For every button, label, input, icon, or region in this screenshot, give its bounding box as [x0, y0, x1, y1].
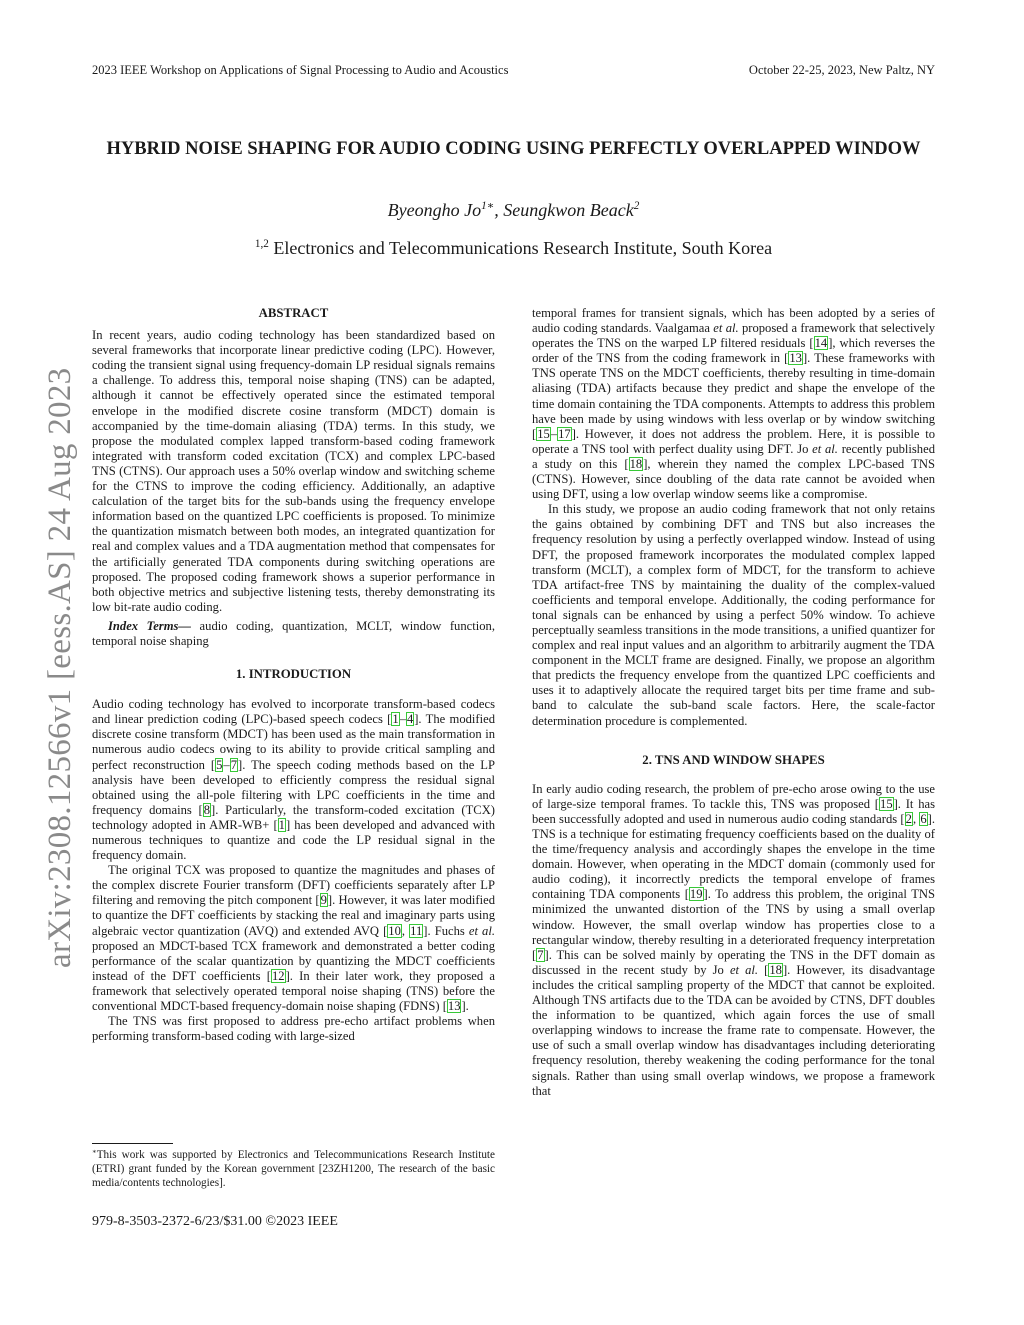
right-paragraph-1 [532, 306, 935, 502]
body-text: ], wherein they named the complex LPC-based TNS (CTNS). However, since doubling of the data rate cannot be avoided when using DFT, using a low overlap window seems like a compromise. [532, 456, 935, 502]
body-text: ]. The speech coding methods based on the LP analysis have been developed to efficiently compress the residual signal obtained using the all-pole filtering with LPC coefficients in the time and frequency domains [ [92, 757, 496, 817]
citation-link[interactable]: 10 [388, 923, 401, 938]
citation-link[interactable]: 15 [880, 796, 893, 811]
section-heading-introduction: 1. INTRODUCTION [235, 667, 352, 682]
body-text: ]. However, it was later modified to quantize the DFT coefficients by stacking the real and imaginary parts using algebraic vector quantization (AVQ) and extended AVQ [ [92, 893, 495, 938]
copyright-line: 979-8-3503-2372-6/23/$31.00 ©2023 IEEE [92, 1214, 338, 1229]
section-heading-tns: 2. TNS AND WINDOW SHAPES [642, 752, 825, 767]
body-text: – [399, 712, 406, 727]
citation-link[interactable]: 12 [272, 968, 285, 983]
author-sep: , [494, 200, 504, 220]
tns-paragraph-1 [532, 782, 935, 1099]
author-1: Byeongho Jo [387, 200, 482, 220]
citation-link[interactable]: 8 [203, 802, 210, 817]
body-text: , [401, 923, 410, 938]
right-paragraph-2: In this study, we propose an audio coding framework that not only retains the gains obtained by combining DFT and TNS but also increases the frequency resolution by using a perfectly overlapped window. Instead of using DFT, the proposed framework incorporates the modulated complex lapped transform (MCLT), a complex form of MDCT, for the transform to achieve TDA artifact-free TNS by maintaining the duality of the complex-valued coefficients and temporal envelope. Additionally, the coding performance for tonal signals can be enhanced by using a perfect 50% window. To achieve perceptually seamless transitions in the mode transitions, a unified quantizer for complex and real input values and an algorithm to arbitrarily augment the TDA component in the MCLT frame are designed. Finally, we propose an algorithm that predicts the frequency envelope from the quantized LPC coefficients and uses it to adaptively allocate the required target bits per time frame and sub-band to calculate the sub-band scale factors. Here, the scale-factor determination procedure is complemented. [532, 502, 935, 728]
citation-link[interactable]: 13 [789, 351, 802, 366]
intro-paragraph-3: The TNS was first proposed to address pre-echo artifact problems when performing transform-based coding with large-sized [92, 1014, 495, 1044]
affiliation-sup: 1,2 [254, 238, 269, 250]
footnote-rule [92, 1143, 173, 1144]
index-terms-label: Index Terms— [108, 618, 191, 633]
author-2-sup: 2 [633, 200, 640, 212]
author-list [92, 200, 935, 221]
body-text: The original TCX was proposed to quantize the magnitudes and phases of the complex discrete Fourier transform (DFT) coefficients separately after LP filtering and removing the pitch component [ [92, 863, 495, 908]
body-text: temporal frames for transient signals, which has been adopted by a series of audio coding standards. Vaalgamaa [532, 306, 935, 336]
et-al-text: et al. [729, 962, 759, 977]
body-text: [ [758, 962, 769, 977]
body-text: ]. It has been successfully adopted and used in numerous audio coding standards [ [532, 796, 935, 826]
citation-link[interactable]: 14 [814, 336, 828, 351]
affiliation [92, 238, 935, 259]
citation-link[interactable]: 9 [320, 893, 327, 908]
body-text: ]. [461, 999, 469, 1014]
citation-link[interactable]: 19 [689, 887, 703, 902]
abstract-text: In recent years, audio coding technology has been standardized based on several frameworks that incorporate linear predictive coding (LPC). However, coding the transient signal using frequency-domain LP residual signals remains a challenge. To address this, temporal noise shaping (TNS) can be adapted, although it cannot be effectively operated since the estimated temporal envelope in the modified discrete cosine transform (MDCT) domain is accompanied by the time-domain aliasing (TDA) terms. In this study, we propose the modulated complex lapped transform-based coding framework integrated with transform coded excitation (TCX) and complex LPC-based TNS (CTNS). Our approach uses a 50% overlap window and switching scheme for the CTNS to improve the coding efficiency. Additionally, an adaptive calculation of the target bits for the sub-bands using the frequency envelope information based on the quantized LPC coefficients is proposed. To minimize the quantization mismatch between both modes, an integrated quantization for real and complex values and a TDA augmentation method that compensates for the artificially generated TDA components during switching operations are proposed. The proposed coding framework shows a superior performance in both objective metrics and subjective listening tests, thereby demonstrating its low bit-rate audio coding. [92, 328, 495, 614]
running-header-right: October 22-25, 2023, New Paltz, NY [748, 63, 935, 77]
et-al-text: et al. [812, 441, 838, 456]
citation-link[interactable]: 1 [278, 817, 285, 832]
et-al-text: et al. [713, 321, 739, 336]
et-al-text: et al. [468, 923, 495, 938]
right-column [532, 306, 935, 1099]
paper-title: HYBRID NOISE SHAPING FOR AUDIO CODING USING PERFECTLY OVERLAPPED WINDOW [106, 139, 921, 159]
body-text: proposed a framework that selectively operates the TNS on the warped LP filtered residuals [ [532, 321, 935, 351]
intro-paragraph-2 [92, 863, 495, 1014]
arxiv-stamp: arXiv:2308.12566v1 [eess.AS] 24 Aug 2023 [42, 367, 78, 968]
left-column [92, 306, 495, 1044]
citation-link[interactable]: 4 [406, 712, 414, 727]
body-text: ]. Fuchs [423, 923, 469, 938]
footnote-text: This work was supported by Electronics and Telecommunications Research Institute (ETRI) grant funded by the Korean government [23ZH1200, The research of the basic media/contents technologies]. [92, 1149, 495, 1189]
body-text: proposed an MDCT-based TCX framework and demonstrated a better coding performance of the scalar quantization by quantizing the MDCT coefficients instead of the DFT coefficients [ [92, 938, 495, 983]
footnote-mark: ∗ [92, 1147, 97, 1156]
body-text: – [550, 426, 558, 441]
body-text: ]. In their later work, they proposed a framework that selectively operated temporal noise shaping (TNS) before the conventional MDCT-based frequency-domain noise shaping (FDNS) [ [92, 968, 495, 1014]
citation-link[interactable]: 18 [629, 456, 643, 471]
citation-link[interactable]: 18 [769, 962, 782, 977]
citation-link[interactable]: 6 [920, 811, 927, 826]
index-terms [92, 619, 495, 649]
body-text: Audio coding technology has evolved to incorporate transform-based codecs and linear prediction coding (LPC)-based speech codecs [ [92, 697, 495, 727]
citation-link[interactable]: 7 [537, 947, 544, 962]
body-text: ]. This can be solved mainly by operating the TNS in the DFT domain as discussed in the recent study by Jo [532, 947, 935, 977]
body-text: recently published a study on this [ [532, 441, 935, 471]
body-text: ]. These frameworks with TNS operate TNS on the MDCT coefficients, thereby resulting in time-domain aliasing (TDA) artifacts because they predict and shape the envelope of the time domain containing the TDA components. Attempts to address this problem have been made by using windows with less overlap or by window switching [ [532, 351, 935, 441]
citation-link[interactable]: 7 [230, 757, 238, 772]
index-terms-text: audio coding, quantization, MCLT, window function, temporal noise shaping [92, 618, 495, 648]
body-text: ]. To address this problem, the original TNS minimized the unwanted distortion of the TNS by using a small overlap window. However, the small overlap window has properties close to a rectangular window, thereby resulting in a deteriorated frequency interpretation [ [532, 887, 936, 962]
citation-link[interactable]: 11 [410, 923, 423, 938]
intro-paragraph-1 [92, 697, 495, 863]
citation-link[interactable]: 15 [537, 426, 550, 441]
abstract-heading: ABSTRACT [258, 306, 329, 320]
citation-link[interactable]: 13 [447, 999, 461, 1014]
affiliation-text: Electronics and Telecommunications Research Institute, South Korea [268, 238, 773, 258]
author-2: Seungkwon Beack [503, 200, 634, 220]
author-1-sup: 1∗ [481, 200, 495, 212]
body-text: ]. However, it does not address the problem. Here, it is possible to operate a TNS tool with perfect duality using DFT. Jo [532, 426, 935, 456]
footnote [92, 1148, 495, 1190]
citation-link[interactable]: 17 [558, 426, 571, 441]
running-header-left: 2023 IEEE Workshop on Applications of Signal Processing to Audio and Acoustics [92, 63, 509, 77]
citation-link[interactable]: 2 [905, 811, 912, 826]
body-text: – [223, 757, 230, 772]
body-text: ]. However, its disadvantage includes the critical sampling property of the MDCT that cannot be exploited. Although TNS artifacts due to the TDA can be avoided by CTNS, DFT doubles the information to be quantized, which again forces the use of small overlapping windows to increase the frame rate to compensate. However, the use of such a small overlap window has disadvantages including deteriorating frequency resolution, thereby weakening the coding performance for the tonal signals. Rather than using small overlap windows, we propose a framework that [532, 962, 936, 1098]
body-text: ]. The modified discrete cosine transform (MDCT) has been used as the main transformation in numerous audio codecs owing to its ability to provide critical sampling and perfect reconstruction [ [92, 712, 495, 772]
body-text: , [912, 811, 920, 826]
body-text: ] has been developed and advanced with numerous techniques to quantize and code the LP residual signal in the frequency domain. [92, 817, 495, 863]
body-text: ], which reverses the order of the TNS from the coding framework in [ [532, 336, 935, 366]
citation-link[interactable]: 1 [392, 712, 399, 727]
body-text: ]. Particularly, the transform-coded excitation (TCX) technology adopted in AMR-WB+ [ [92, 802, 495, 832]
citation-link[interactable]: 5 [216, 757, 223, 772]
body-text: In early audio coding research, the problem of pre-echo arose owing to the use of large-size temporal frames. To tackle this, TNS was proposed [ [532, 781, 935, 811]
body-text: ]. TNS is a technique for estimating frequency coefficients based on the duality of the time/frequency analysis and accordingly shapes the envelope in the time domain. However, when operating in the MDCT domain (commonly used for audio coding), it incorrectly predicts the temporal envelope of frames containing TDA components [ [532, 811, 935, 902]
